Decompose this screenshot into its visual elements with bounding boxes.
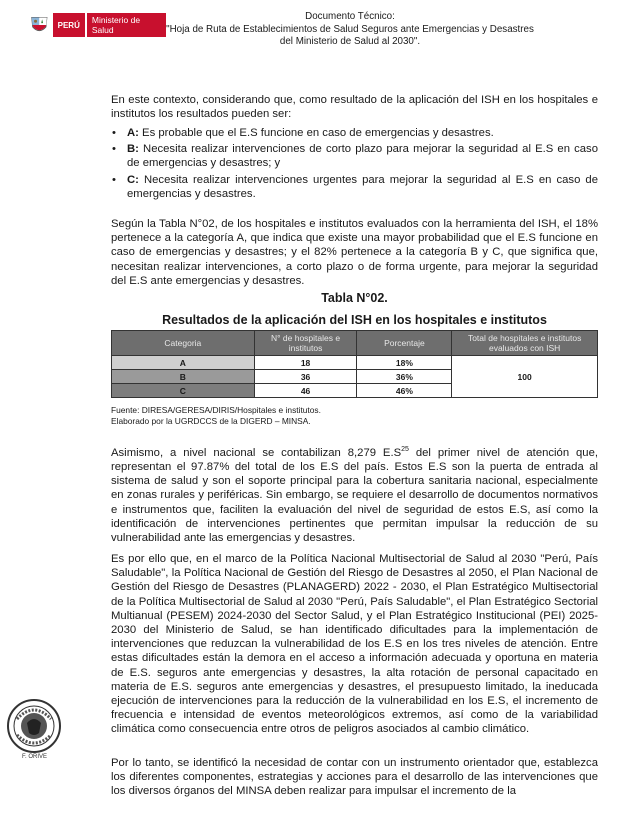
policy-paragraph: Es por ello que, en el marco de la Política Nacional Multisectorial de Salud al 2030 "Perú, País Saludable", la Política Nacional de Gestión del Riesgo de Desastres al 2050, el Plan Nacional de Gestión del Riesgo de Desastres (PLANAGERD) 2022 - 2030, el Plan Estratégico Multisectorial de la Política Multisectorial de Salud al 2030 "Perú, País Saludable", el Plan Estratégico Sectorial Multianual (PESEM) 2024-2030 del Sector Salud, y el Plan Estratégico Institucional (PEI) 2025-2030 del Ministerio de Salud, se han identificado dificultades para la implementación de intervenciones que reduzcan la vulnerabilidad de los E.S en los tres niveles de atención. Entre estas dificultades están la demora en el acceso a información adecuada y oportuna en materia de E.S. seguros ante emergencias y desastres, la alta rotación de personal capacitado en materia de E.S. seguros ante emergencias y desastres, el presupuesto limitado, la ineducada ejecución de intervenciones para la reducción de la vulnerabilidad en los E.S, el incremento de frecuencia e intensidad de eventos meteorológicos extremos, así como de la variabilidad climática como consecuencia entre otros de peligros asociados al cambio climático. xyxy=(111,553,598,736)
bullet-key: B: xyxy=(127,143,139,156)
seal-signature: F. ORIVE xyxy=(22,754,48,760)
header-line-3: del Ministerio de Salud al 2030". xyxy=(279,36,421,47)
category-cell: B xyxy=(112,370,255,384)
footnote-ref: 25 xyxy=(401,446,409,453)
count-cell: 46 xyxy=(254,384,357,398)
percent-cell: 18% xyxy=(357,356,452,370)
running-header xyxy=(160,11,540,49)
list-item: • B: Necesita realizar intervenciones de corto plazo para mejorar la seguridad al E.S en caso de emergencias y desastres; y xyxy=(112,143,598,170)
official-seal-icon xyxy=(5,697,63,755)
column-header: N° de hospitales e institutos xyxy=(254,331,357,356)
table-label: Tabla N°02. xyxy=(321,291,388,305)
ministry-logo xyxy=(28,12,166,38)
category-list xyxy=(111,126,598,203)
table-header-row xyxy=(112,331,598,356)
percent-cell: 46% xyxy=(357,384,452,398)
national-paragraph xyxy=(111,443,598,545)
coat-of-arms-icon xyxy=(28,13,51,37)
table-row xyxy=(112,356,598,370)
category-cell: A xyxy=(112,356,255,370)
bullet-text: Es probable que el E.S funcione en caso de emergencias y desastres. xyxy=(138,127,494,139)
bullet-text: Necesita realizar intervenciones urgentes para mejorar la seguridad al E.S en caso de emergencias y desastres. xyxy=(127,173,598,200)
column-header: Porcentaje xyxy=(357,331,452,356)
final-paragraph: Por lo tanto, se identificó la necesidad de contar con un instrumento orientador que, establezca los diferentes componentes, estrategias y acciones para el desarrollo de las intervenciones que los diversos órganos del MINSA deben realizar para impulsar el incremento de la xyxy=(111,757,598,798)
table-title: Resultados de la aplicación del ISH en los hospitales e institutos xyxy=(162,313,547,327)
intro-paragraph: En este contexto, considerando que, como resultado de la aplicación del ISH en los hospitales e institutos los resultados pueden ser: xyxy=(111,94,598,121)
list-item: • A: Es probable que el E.S funcione en caso de emergencias y desastres. xyxy=(112,127,494,139)
list-item: • C: Necesita realizar intervenciones urgentes para mejorar la seguridad al E.S en caso de emergencias y desastres. xyxy=(112,173,598,200)
national-text-pre: Asimismo, a nivel nacional se contabilizan 8,279 E.S xyxy=(111,446,402,459)
count-cell: 18 xyxy=(254,356,357,370)
logo-country: PERÚ xyxy=(53,13,85,37)
results-table xyxy=(111,330,598,398)
national-text-post: del primer nivel de atención que, representan el 97.87% del total de los E.S del país. Estos E.S son la puerta de entrada al sistema de salud y son el soporte principal para la cobertura sanitaria nacional, especialmente en zonas rurales y periféricas. Sin embargo, se requiere el desarrollo de documentos normativos e instrumentos que, faciliten la evaluación del nivel de seguridad de estos E.S, así como la identificación de intervenciones pertinentes que permitan impulsar la reducción de su vulnerabilidad ante las emergencias y desastres. xyxy=(111,446,599,544)
table-elaborated: Elaborado por la UGRDCCS de la DIGERD – MINSA. xyxy=(111,416,311,426)
total-cell: 100 xyxy=(452,356,598,398)
count-cell: 36 xyxy=(254,370,357,384)
header-line-2: "Hoja de Ruta de Establecimientos de Salud Seguros ante Emergencias y Desastres xyxy=(166,23,534,35)
header-line-1: Documento Técnico: xyxy=(305,11,395,22)
column-header: Total de hospitales e institutos evaluados con ISH xyxy=(452,331,598,356)
category-cell: C xyxy=(112,384,255,398)
logo-ministry: Ministerio de Salud xyxy=(86,13,166,37)
bullet-key: C: xyxy=(127,173,139,186)
bullet-key: A: xyxy=(127,127,139,139)
percent-cell: 36% xyxy=(357,370,452,384)
results-paragraph: Según la Tabla N°02, de los hospitales e institutos evaluados con la herramienta del ISH, el 18% pertenece a la categoría A, que indica que existe una mayor probabilidad que el E.S funcione en caso de emergencias y desastres; y el 82% pertenece a la categoría B y C, que significa que, necesitan realizar intervenciones, a corto plazo o de forma urgente, para mejorar la seguridad del E.S ante emergencias y desastres. xyxy=(111,218,598,287)
table-source: Fuente: DIRESA/GERESA/DIRIS/Hospitales e institutos. xyxy=(111,405,321,415)
bullet-text: Necesita realizar intervenciones de corto plazo para mejorar la seguridad al E.S en caso de emergencias y desastres; y xyxy=(127,143,598,170)
column-header: Categoria xyxy=(112,331,255,356)
